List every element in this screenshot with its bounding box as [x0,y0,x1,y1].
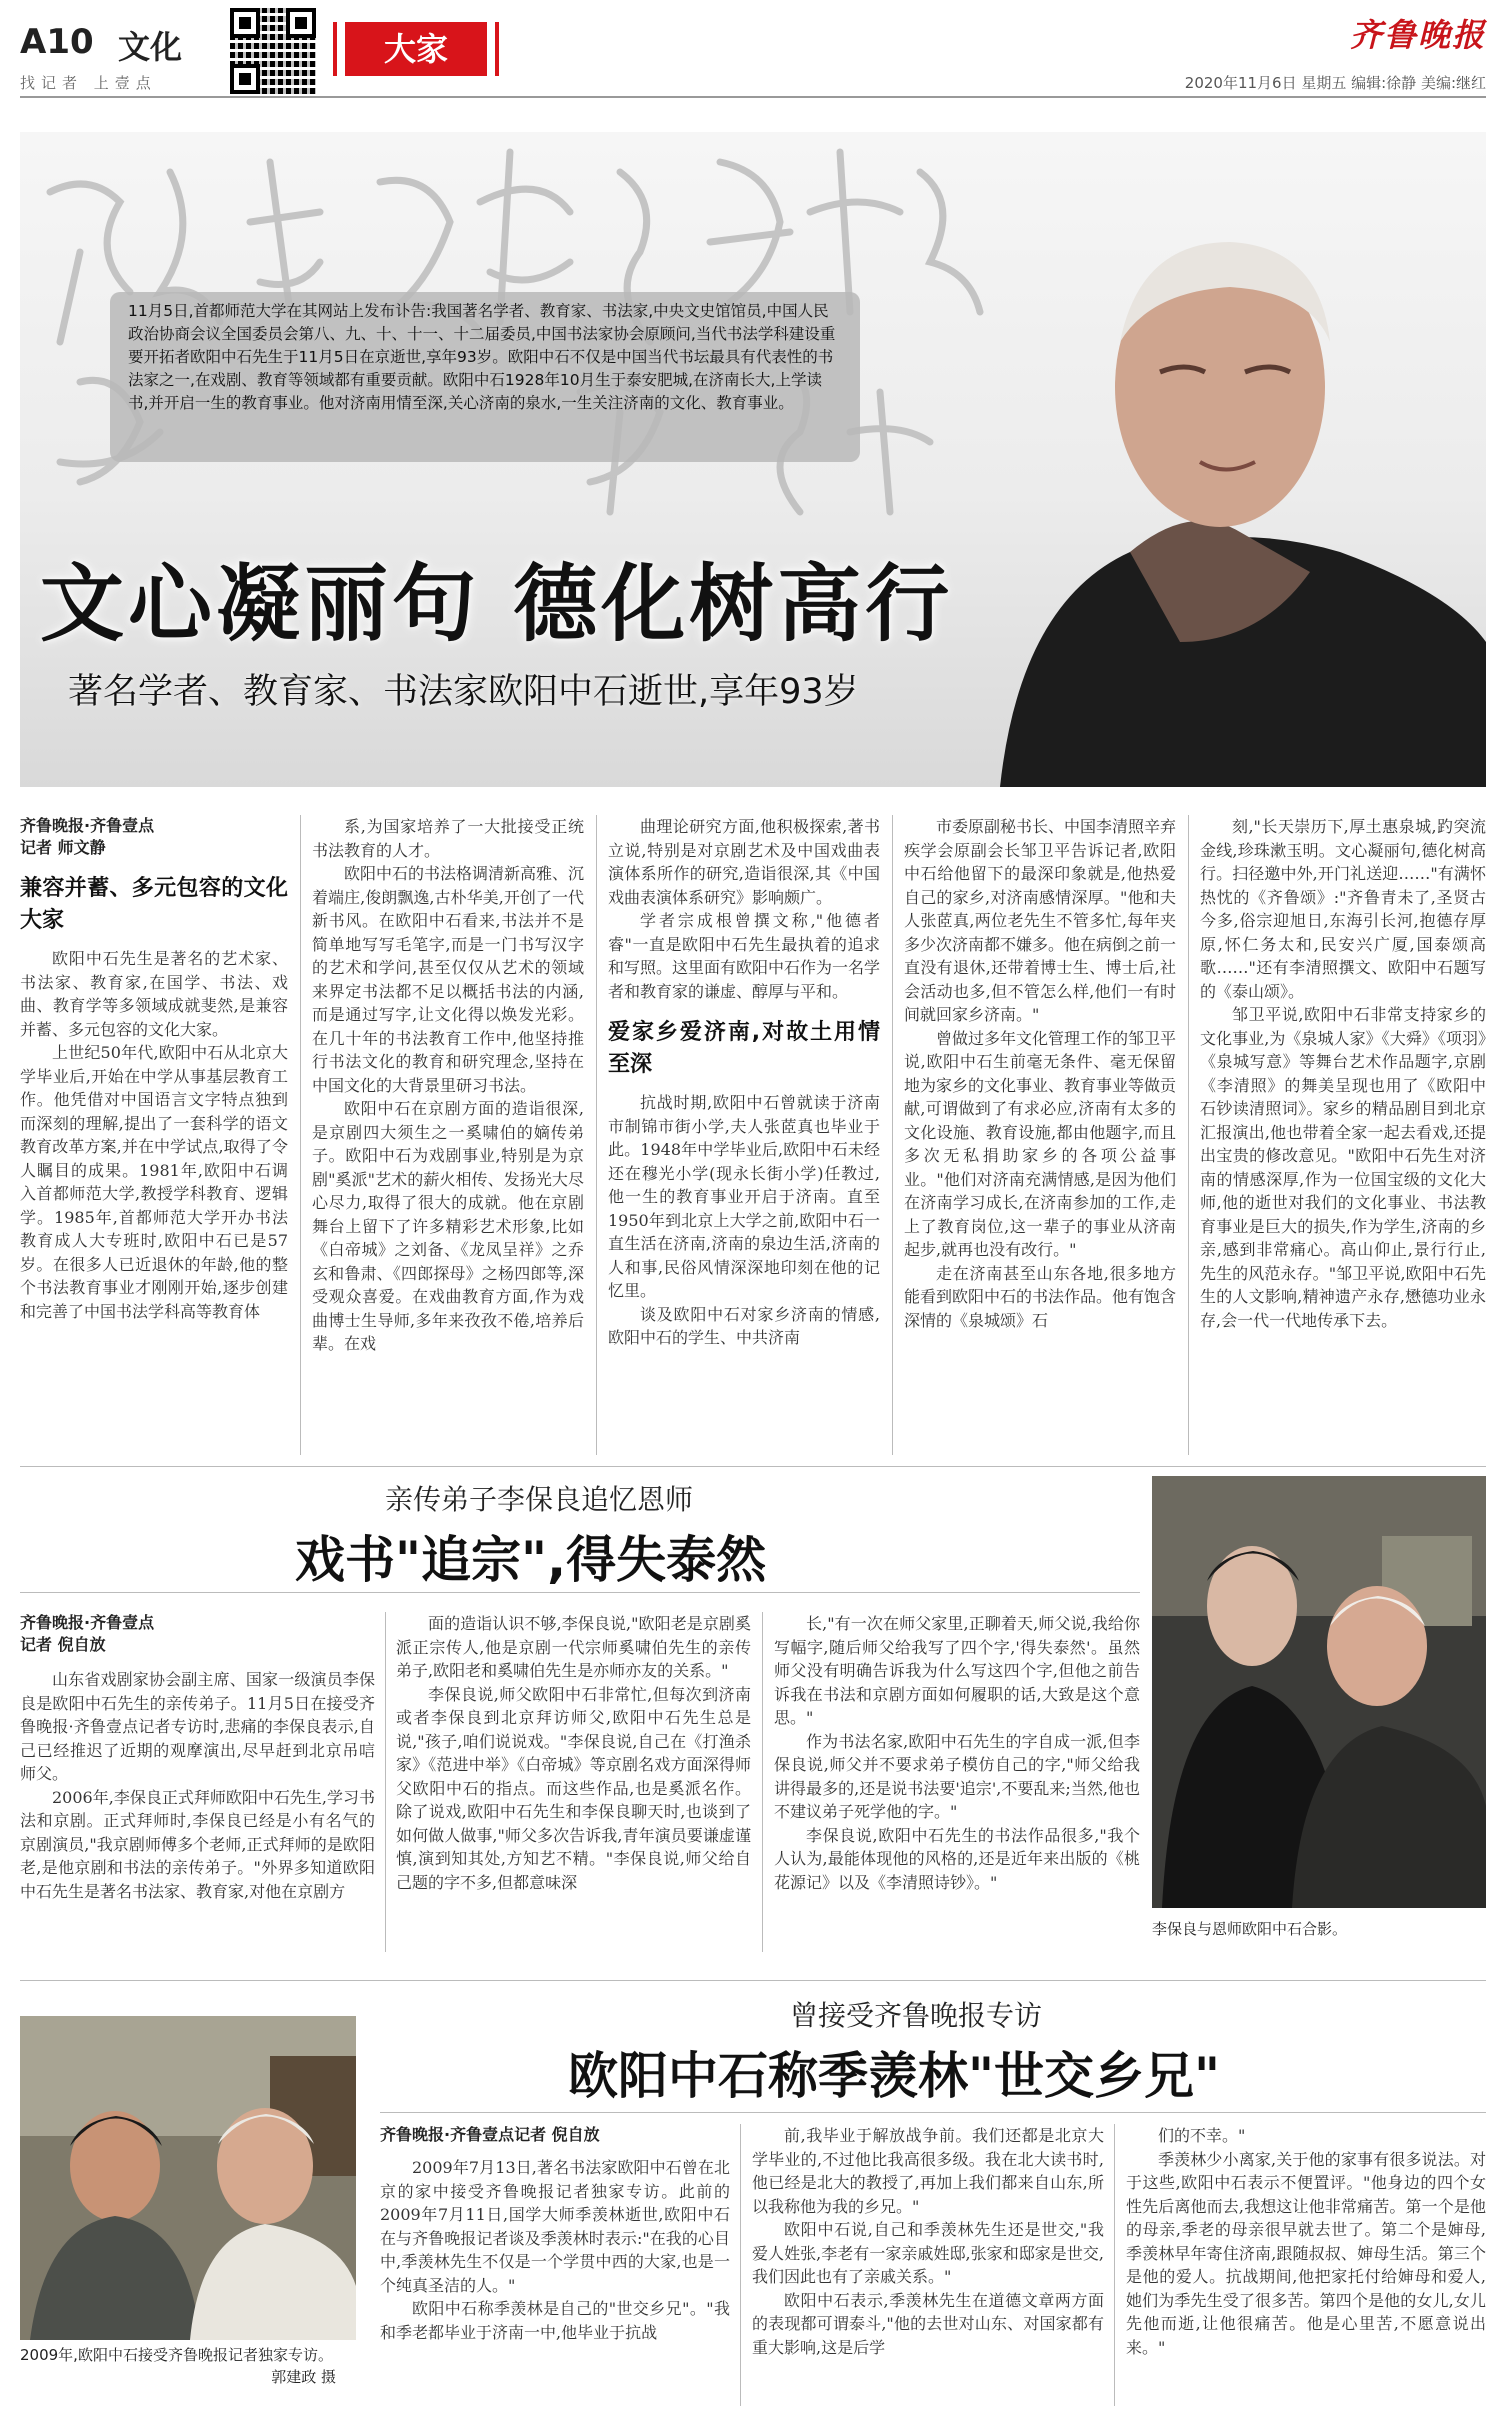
paragraph: 学者宗成根曾撰文称,"他德者睿"一直是欧阳中石先生最执着的追求和写照。这里面有欧阳中石作为一名学者和教育家的谦虚、醇厚与平和。 [608,911,880,1001]
photo-caption: 李保良与恩师欧阳中石合影。 [1152,1920,1348,1938]
column-divider [300,815,301,1455]
paragraph: 市委原副秘书长、中国李清照辛弃疾学会原副会长邹卫平告诉记者,欧阳中石给他留下的最深印象就是,他热爱自己的家乡,对济南感情深厚。"他和夫人张茝真,两位老先生不管多忙,每年夹多少次济南都不嫌多。他在病倒之前一直没有退休,还带着博士生、博士后,社会活动也多,但不管怎么样,他们一有时间就回家乡济南。" [904,817,1176,1024]
paragraph: 欧阳中石表示,季羡林先生在道德文章两方面的表现都可谓泰斗,"他的去世对山东、对国家都有重大影响,这是后学 [752,2290,1104,2357]
paragraph: 作为书法名家,欧阳中石先生的字自成一派,但李保良说,师父并不要求弟子模仿自己的字,"师父给我讲得最多的,还是说书法要'追宗',不要乱来;当然,他也不建议弟子死学他的字。" [774,1731,1140,1821]
column-divider [596,815,597,1455]
intro-box: 11月5日,首都师范大学在其网站上发布讣告:我国著名学者、教育家、书法家,中央文史馆馆员,中国人民政治协商会议全国委员会第八、九、十、十一、十二届委员,中国书法家协会原顾问,当代书法学科建设重要开拓者欧阳中石先生于11月5日在京逝世,享年93岁。欧阳中石不仅是中国当代书坛最具有代表性的书法家之一,在戏剧、教育等领域都有重要贡献。欧阳中石1928年10月生于泰安肥城,在济南长大,上学读书,并开启一生的教育事业。他对济南用情至深,关心济南的泉水,一生关注济南的文化、教育事业。 [110,292,860,462]
qr-code-icon [230,8,316,94]
caption-credit: 郭建政 摄 [271,2368,336,2386]
article3-headline: 欧阳中石称季羡林"世交乡兄" [568,2047,1221,2105]
paragraph: 欧阳中石称季羡林是自己的"世交乡兄"。"我和季老都毕业于济南一中,他毕业于抗战 [380,2299,730,2342]
section-divider [20,1980,1486,1981]
portrait-photo [980,172,1486,787]
paragraph: 2009年7月13日,著名书法家欧阳中石曾在北京的家中接受齐鲁晚报记者独家专访。此前的2009年7月11日,国学大师季羡林逝世,欧阳中石在与齐鲁晚报记者谈及季羡林时表示:"在我的心目中,季羡林先生不仅是一个学贯中西的大家,也是一个纯真圣洁的人。" [380,2158,730,2295]
dateline: 2020年11月6日 星期五 编辑:徐静 美编:继红 [1184,74,1486,92]
paragraph: 前,我毕业于解放战争前。我们还都是北京大学毕业的,不过他比我高很多级。我在北大读书时,他已经是北大的教授了,再加上我们都来自山东,所以我称他为我的乡兄。" [752,2126,1104,2216]
article1-column-2 [312,815,584,1455]
subhead: 爱家乡爱济南,对故土用情至深 [608,1020,880,1077]
header-rule [20,96,1486,98]
article1-column-3 [608,815,880,1455]
article2-column-1 [20,1612,375,1952]
column-divider [740,2124,741,2406]
column-divider [892,815,893,1455]
main-headline: 文心凝丽句 德化树高行 [40,555,954,653]
paragraph: 欧阳中石在京剧方面的造诣很深,是京剧四大须生之一奚啸伯的嫡传弟子。欧阳中石为戏剧事业,特别是为京剧"奚派"艺术的薪火相传、发扬光大尽心尽力,取得了很大的成就。他在京剧舞台上留下了许多精彩艺术形象,比如《白帝城》之刘备、《龙凤呈祥》之乔玄和鲁肃、《四郎探母》之杨四郎等,深受观众喜爱。在戏曲教育方面,作为戏曲博士生导师,多年来孜孜不倦,培养后辈。在戏 [312,1099,584,1353]
paragraph: 曾做过多年文化管理工作的邹卫平说,欧阳中石生前毫无条件、毫无保留地为家乡的文化事业、教育事业等做贡献,可谓做到了有求必应,济南有太多的文化设施、教育设施,都由他题字,而且多次无私捐助家乡的各项公益事业。"他们对济南充满情感,是因为他们在济南学习成长,在济南参加的工作,走上了教育岗位,这一辈子的事业从济南起步,就再也没有改行。" [904,1028,1176,1259]
article3-kicker: 曾接受齐鲁晚报专访 [790,1999,1043,2032]
paragraph: 欧阳中石说,自己和季羡林先生还是世交,"我爱人姓张,李老有一家亲戚姓邸,张家和邸家是世交,我们因此也有了亲戚关系。" [752,2220,1104,2286]
photo-li-baoliang-with-ouyang [1152,1476,1486,1908]
column-divider [762,1612,763,1952]
byline: 齐鲁晚报·齐鲁壹点 [20,1613,155,1632]
photo-interview-2009 [20,2016,356,2340]
byline: 齐鲁晚报·齐鲁壹点 [20,816,155,835]
article3-column-1 [380,2124,730,2406]
paragraph: 面的造诣认识不够,李保良说,"欧阳老是京剧奚派正宗传人,他是京剧一代宗师奚啸伯先生的亲传弟子,欧阳老和奚啸伯先生是亦师亦友的关系。" [396,1614,751,1680]
page-number: A10 [20,22,94,62]
headline-rule [380,2112,1486,2113]
article1-column-1 [20,815,288,1455]
article2-headline: 戏书"追宗",得失泰然 [295,1531,767,1589]
article2-kicker: 亲传弟子李保良追忆恩师 [385,1483,694,1516]
paragraph: 们的不幸。" [1158,2126,1246,2145]
slogan: 找记者 上壹点 [20,74,157,92]
article3-column-3 [1126,2124,1486,2406]
paragraph: 曲理论研究方面,他积极探索,著书立说,特别是对京剧艺术及中国戏曲表演体系所作的研究,造诣很深,其《中国戏曲表演体系研究》影响颇广。 [608,817,880,907]
paragraph: 抗战时期,欧阳中石曾就读于济南市制锦市街小学,夫人张茝真也毕业于此。1948年中学毕业后,欧阳中石未经还在穆光小学(现永长街小学)任教过,他一生的教育事业开启于济南。直至1950年到北京上大学之前,欧阳中石一直生活在济南,济南的泉边生活,济南的人和事,民俗风情深深地印刻在他的记忆里。 [608,1093,880,1300]
paragraph: 长,"有一次在师父家里,正聊着天,师父说,我给你写幅字,随后师父给我写了四个字,'得失泰然'。虽然师父没有明确告诉我为什么写这四个字,但他之前告诉我在书法和京剧方面如何履职的话,大致是这个意思。" [774,1614,1140,1727]
column-tag: 大家 [345,22,487,76]
section-name: 文化 [118,28,183,66]
subhead: 兼容并蓄、多元包容的文化大家 [20,876,288,933]
paragraph: 谈及欧阳中石对家乡济南的情感,欧阳中石的学生、中共济南 [608,1304,880,1347]
byline-reporter: 记者 师文静 [20,838,106,857]
caption-text: 2009年,欧阳中石接受齐鲁晚报记者独家专访。 [20,2346,333,2364]
byline: 齐鲁晚报·齐鲁壹点记者 倪自放 [380,2125,600,2144]
paragraph: 2006年,李保良正式拜师欧阳中石先生,学习书法和京剧。正式拜师时,李保良已经是小有名气的京剧演员,"我京剧师傅多个老师,正式拜师的是欧阳老,是他京剧和书法的亲传弟子。"外界多知道欧阳中石先生是著名书法家、教育家,对他在京剧方 [20,1787,375,1901]
article1-column-4 [904,815,1176,1455]
paragraph: 李保良说,欧阳中石先生的书法作品很多,"我个人认为,最能体现他的风格的,还是近年来出版的《桃花源记》以及《李清照诗钞》。" [774,1825,1140,1892]
main-subheadline: 著名学者、教育家、书法家欧阳中石逝世,享年93岁 [68,672,859,712]
headline-rule [20,1592,1140,1593]
hero-banner [20,132,1486,787]
paragraph: 系,为国家培养了一大批接受正统书法教育的人才。 [312,817,584,860]
paragraph: 季羡林少小离家,关于他的家事有很多说法。对于这些,欧阳中石表示不便置评。"他身边的四个女性先后离他而去,我想这让他非常痛苦。第一个是他的母亲,季老的母亲很早就去世了。第二个是婶母,季羡林早年寄住济南,跟随叔叔、婶母生活。第三个是他的爱人。抗战期间,他把家托付给婶母和爱人,她们为季先生受了很多苦。第四个是他的女儿,女儿先他而逝,让他很痛苦。他是心里苦,不愿意说出来。" [1126,2149,1486,2357]
byline-reporter: 记者 倪自放 [20,1635,106,1654]
photo-caption [20,2344,356,2388]
paragraph: 刻,"长天崇历下,厚土惠泉城,趵突流金线,珍珠漱玉明。文心凝丽句,德化树高行。扫径邀中外,开门礼送迎……"有满怀热忱的《齐鲁颂》:"齐鲁青未了,圣贤古今多,俗宗迎旭日,东海引长河,抱德存厚原,怀仁务太和,民安兴广厦,国泰颂高歌……"还有李清照撰文、欧阳中石题写的《泰山颂》。 [1200,817,1486,1001]
paragraph: 李保良说,师父欧阳中石非常忙,但每次到济南或者李保良到北京拜访师父,欧阳中石先生总是说,"孩子,咱们说说戏。"李保良说,自己在《打渔杀家》《范进中举》《白帝城》等京剧名戏方面深得师父欧阳中石的指点。而这些作品,也是奚派名作。除了说戏,欧阳中石先生和李保良聊天时,也谈到了如何做人做事,"师父多次告诉我,青年演员要谦虚谨慎,演到知其处,方知艺不精。"李保良说,师父给自己题的字不多,但都意味深 [396,1684,751,1892]
paragraph: 邹卫平说,欧阳中石非常支持家乡的文化事业,为《泉城人家》《大舜》《项羽》《泉城写意》等舞台艺术作品题字,京剧《李清照》的舞美呈现也用了《欧阳中石钞读清照词》。家乡的精品剧目到北京汇报演出,他也带着全家一起去看戏,还提出宝贵的修改意见。"欧阳中石先生对济南的情感深厚,作为一位国宝级的文化大师,他的逝世对我们的文化事业、书法教育事业是巨大的损失,作为学生,济南的乡亲,感到非常痛心。高山仰止,景行行止,先生的风范永存。"邹卫平说,欧阳中石先生的人文影响,精神遗产永存,懋德功业永存,会一代一代地传承下去。 [1200,1005,1486,1330]
paragraph: 上世纪50年代,欧阳中石从北京大学毕业后,开始在中学从事基层教育工作。他凭借对中国语言文字特点独到而深刻的理解,提出了一套科学的语文教育改革方案,并在中学试点,取得了令人瞩目的成果。1981年,欧阳中石调入首都师范大学,教授学科教育、逻辑学。1985年,首都师范大学开办书法教育成人大专班时,欧阳中石已是57岁。在很多人已近退休的年龄,他的整个书法教育事业才刚刚开始,逐步创建和完善了中国书法学科高等教育体 [20,1043,288,1321]
paragraph: 山东省戏剧家协会副主席、国家一级演员李保良是欧阳中石先生的亲传弟子。11月5日在接受齐鲁晚报·齐鲁壹点记者专访时,悲痛的李保良表示,自己已经推迟了近期的观摩演出,尽早赶到北京吊唁师父。 [20,1670,375,1783]
paper-logo: 齐鲁晚报 [1349,16,1486,54]
article3-column-2 [752,2124,1104,2406]
column-divider [1114,2124,1115,2406]
paragraph: 欧阳中石的书法格调清新高雅、沉着端庄,俊朗飘逸,古朴华美,开创了一代新书风。在欧阳中石看来,书法并不是简单地写写毛笔字,而是一门书写汉字的艺术和学问,甚至仅仅从艺术的领域来界定书法都不足以概括书法的内涵,而是通过写字,让文化得以焕发光彩。在几十年的书法教育工作中,他坚持推行书法文化的教育和研究理念,坚持在中国文化的大背景里研习书法。 [312,864,584,1095]
paragraph: 欧阳中石先生是著名的艺术家、书法家、教育家,在国学、书法、戏曲、教育学等多领域成就斐然,是兼容并蓄、多元包容的文化大家。 [20,949,288,1039]
article2-column-3 [774,1612,1140,1952]
column-divider [1188,815,1189,1455]
section-divider [20,1466,1486,1467]
paragraph: 走在济南甚至山东各地,很多地方能看到欧阳中石的书法作品。他有饱含深情的《泉城颂》石 [904,1263,1176,1330]
article2-column-2 [396,1612,751,1952]
article1-column-5 [1200,815,1486,1455]
column-divider [385,1612,386,1952]
